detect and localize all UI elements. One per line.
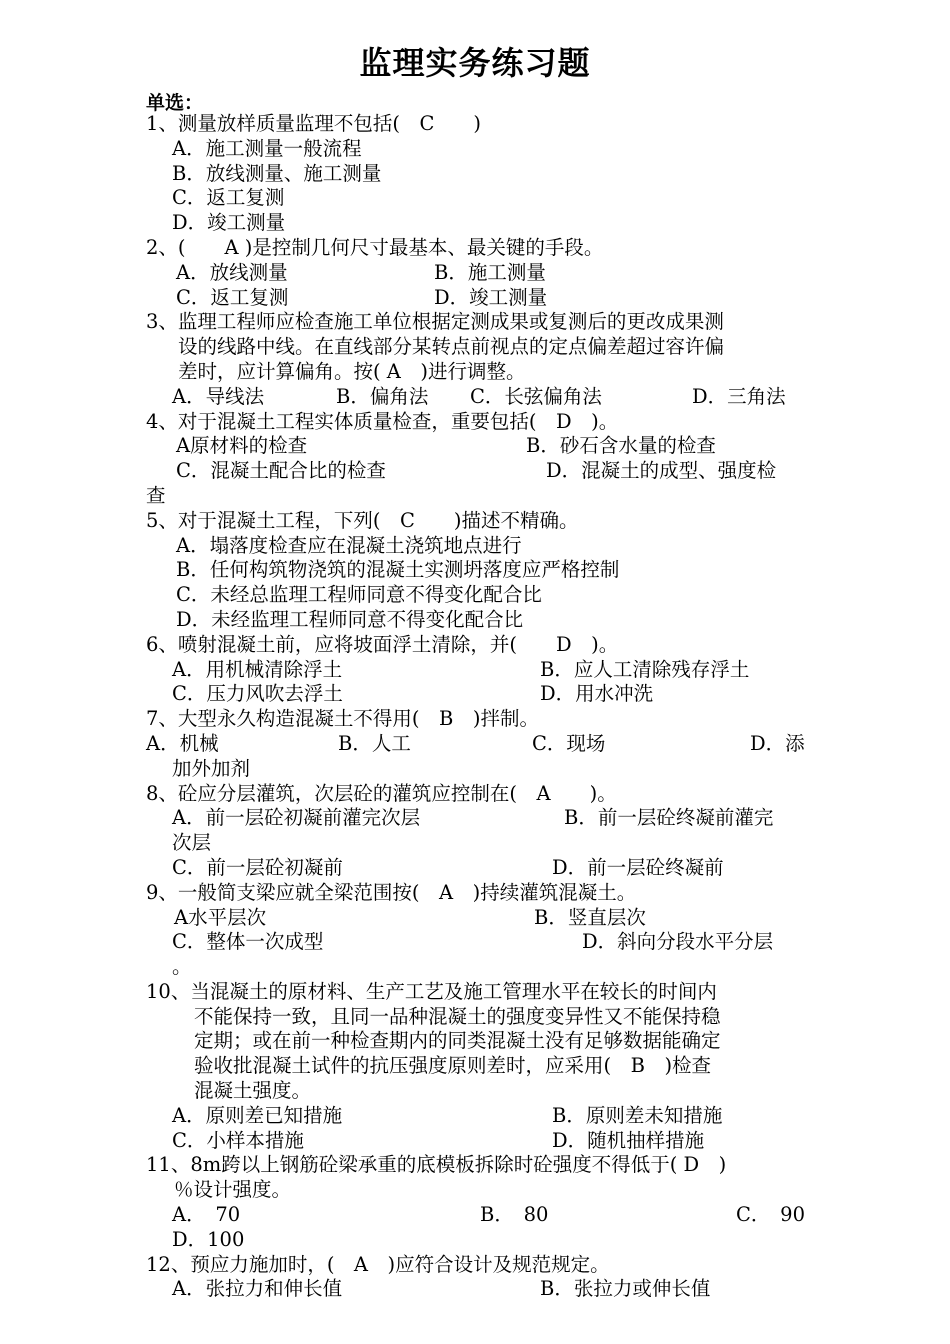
option-a: A．前一层砼初凝前灌完次层 [172,806,421,830]
option-b: B．张拉力或伸长值 [540,1277,711,1301]
option-b: B．放线测量、施工测量 [172,161,382,185]
option-d: D．随机抽样措施 [552,1128,705,1152]
question-2 [0,236,950,261]
option-c: C．压力风吹去浮土 [172,682,343,706]
question-stem-cont: 不能保持一致，且同一品种混凝土的强度变异性又不能保持稳 [194,1004,721,1028]
question-stem: 10、当混凝土的原材料、生产工艺及施工管理水平在较长的时间内 [146,979,717,1003]
question-stem: 7、大型永久构造混凝土不得用( B )拌制。 [146,707,539,731]
question-stem: 6、喷射混凝土前，应将坡面浮土清除，并( D )。 [146,632,619,656]
option-d-cont: 加外加剂 [172,756,251,780]
option-d: D．100 [172,1227,245,1251]
option-c: C．返工复测 [172,186,285,210]
option-d: D．添 [750,731,805,755]
question-stem: 11、8m跨以上钢筋砼梁承重的底模板拆除时砼强度不得低于( D ) [146,1153,727,1177]
question-stem: 4、对于混凝土工程实体质量检查，重要包括( D )。 [146,409,619,433]
option-b: B．原则差未知措施 [552,1103,723,1127]
option-a: A． 70 [172,1203,241,1227]
option-d: D．混凝土的成型、强度检 [546,459,777,483]
question-stem-cont: ％设计强度。 [174,1178,292,1202]
option-b: B．应人工清除残存浮土 [540,657,750,681]
question-stem-cont: 混凝土强度。 [194,1079,312,1103]
option-b: B．人工 [338,731,411,755]
question-stem: 3、监理工程师应检查施工单位根据定测成果或复测后的更改成果测 [146,310,724,334]
option-b: B．砂石含水量的检查 [526,434,716,458]
option-c: C．长弦偏角法 [470,384,602,408]
option-b: B． 80 [480,1203,549,1227]
question-stem-cont: 设的线路中线。在直线部分某转点前视点的定点偏差超过容许偏 [178,335,725,359]
option-b-cont: 次层 [172,831,212,855]
question-stem: 8、砼应分层灌筑，次层砼的灌筑应控制在( A )。 [146,781,617,805]
question-stem: 9、一般简支梁应就全梁范围按( A )持续灌筑混凝土。 [146,880,637,904]
option-a: A．张拉力和伸长值 [172,1277,343,1301]
option-c: C．前一层砼初凝前 [172,855,343,879]
option-a: A．放线测量 [176,260,288,284]
question-stem-cont: 验收批混凝土试件的抗压强度原则差时，应采用( B )检查 [194,1054,712,1078]
question-stem: 1、测量放样质量监理不包括( C ) [146,112,482,135]
option-b: B．任何构筑物浇筑的混凝土实测坍落度应严格控制 [176,558,620,582]
question-stem: 5、对于混凝土工程，下列( C )描述不精确。 [146,508,579,532]
question-6 [0,633,950,658]
question-stem-cont: 定期；或在前一种检查期内的同类混凝土没有足够数据能确定 [194,1029,721,1053]
option-a: A．原则差已知措施 [172,1103,343,1127]
option-b: B．前一层砼终凝前灌完 [564,806,774,830]
option-a: A．机械 [146,731,219,755]
option-c: C．小样本措施 [172,1128,304,1152]
question-stem-cont: 差时，应计算偏角。按( A )进行调整。 [178,359,526,383]
option-a: A．用机械清除浮土 [172,657,343,681]
question-stem: 2、( A )是控制几何尺寸最基本、最关键的手段。 [146,235,604,259]
option-b: B．施工测量 [434,260,546,284]
option-c: C．现场 [532,731,606,755]
question-9 [0,881,950,906]
option-c: C．返工复测 [176,285,289,309]
question-7 [0,707,950,732]
option-d: D．用水冲洗 [540,682,654,706]
option-d: D．竣工测量 [172,211,286,235]
option-d-cont: 查 [146,483,166,507]
option-a: A．施工测量一般流程 [172,136,362,160]
option-c: C．混凝土配合比的检查 [176,459,386,483]
option-d: D．前一层砼终凝前 [552,855,724,879]
option-d: D．竣工测量 [434,285,548,309]
option-d-cont: 。 [172,955,192,979]
option-b: B．竖直层次 [534,905,646,929]
option-c: C． 90 [736,1203,805,1227]
option-d: D．未经监理工程师同意不得变化配合比 [176,607,524,631]
option-a: A．导线法 [172,384,265,408]
page-title: 监理实务练习题 [359,44,591,82]
question-5 [0,509,950,534]
option-b: B．偏角法 [336,384,429,408]
question-11 [0,1153,950,1178]
option-a: A．塌落度检查应在混凝土浇筑地点进行 [176,533,522,557]
question-list [0,112,950,1302]
question-3 [0,310,950,335]
option-a: A原材料的检查 [176,434,308,458]
question-stem: 12、预应力施加时，( A )应符合设计及规范规定。 [146,1252,610,1276]
option-d: D．三角法 [692,384,786,408]
question-8 [0,782,950,807]
question-4 [0,410,950,435]
option-a: A水平层次 [174,905,267,929]
option-c: C．整体一次成型 [172,930,324,954]
question-12 [0,1253,950,1278]
question-10 [0,980,950,1005]
question-1 [0,112,950,137]
section-heading: 单选： [146,92,204,114]
option-d: D．斜向分段水平分层 [582,930,774,954]
option-c: C．未经总监理工程师同意不得变化配合比 [176,583,542,607]
